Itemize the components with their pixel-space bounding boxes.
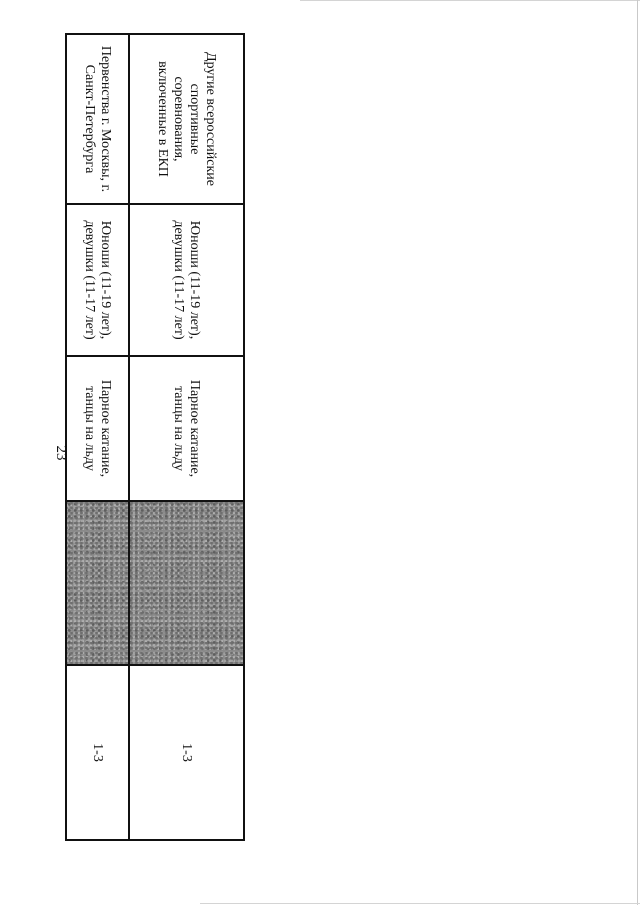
competition-cell: Другие всероссийские спортивные соревнования, включенные в ЕКП: [129, 34, 244, 204]
competitions-table: [65, 33, 245, 841]
shaded-cell: [66, 501, 129, 665]
table-row: [129, 34, 244, 840]
places-cell: 1-3: [66, 665, 129, 840]
scan-edge-bottom: [200, 903, 640, 904]
age-group-cell: Юноши (11-19 лет), девушки (11-17 лет): [129, 204, 244, 356]
competition-cell: Первенства г. Москвы, г. Санкт-Петербурга: [66, 34, 129, 204]
discipline-cell: Парное катание, танцы на льду: [66, 356, 129, 501]
table-row: [66, 34, 129, 840]
page-number: 23: [53, 445, 69, 461]
shaded-cell: [129, 501, 244, 665]
scan-edge-top: [300, 0, 640, 1]
places-cell: 1-3: [129, 665, 244, 840]
scan-edge-right: [637, 0, 638, 905]
discipline-cell: Парное катание, танцы на льду: [129, 356, 244, 501]
document-table-container: [65, 33, 245, 839]
age-group-cell: Юноши (11-19 лет), девушки (11-17 лет): [66, 204, 129, 356]
